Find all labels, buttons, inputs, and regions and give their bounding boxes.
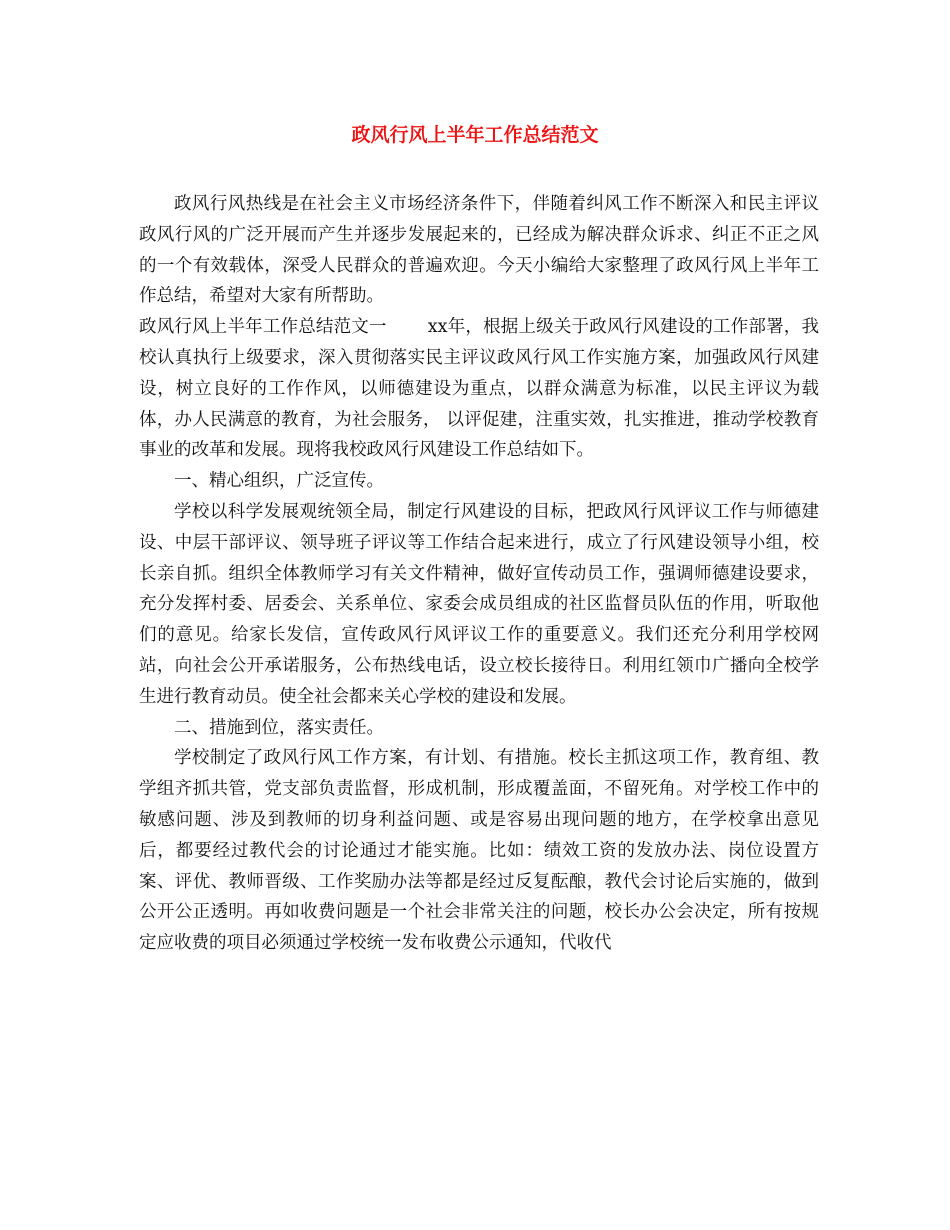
section-heading-2: 二、措施到位，落实责任。 <box>174 717 384 738</box>
document-body <box>139 189 819 959</box>
section-1-paragraph: 学校以科学发展观统领全局，制定行风建设的目标，把政风行风评议工作与师德建设、中层干部评议、领导班子评议等工作结合起来进行，成立了行风建设领导小组，校长亲自抓。组织全体教师学习有关文件精神，做好宣传动员工作，强调师德建设要求，充分发挥村委、居委会、关系单位、家委会成员组成的社区监督员队伍的作用，听取他们的意见。给家长发信，宣传政风行风评议工作的重要意义。我们还充分利用学校网站，向社会公开承诺服务，公布热线电话，设立校长接待日。利用红领巾广播向全校学生进行教育动员。使全社会都来关心学校的建设和发展。 <box>139 501 819 707</box>
section-2-paragraph: 学校制定了政风行风工作方案，有计划、有措施。校长主抓这项工作，教育组、教学组齐抓共管，党支部负责监督，形成机制，形成覆盖面，不留死角。对学校工作中的敏感问题、涉及到教师的切身利益问题、或是容易出现问题的地方，在学校拿出意见后，都要经过教代会的讨论通过才能实施。比如：绩效工资的发放办法、岗位设置方案、评优、教师晋级、工作奖励办法等都是经过反复酝酿，教代会讨论后实施的，做到公开公正透明。再如收费问题是一个社会非常关注的问题，校长办公会决定，所有按规定应收费的项目必须通过学校统一发布收费公示通知，代收代 <box>139 748 819 954</box>
summary-intro-paragraph: 政风行风上半年工作总结范文一 xx年，根据上级关于政风行风建设的工作部署，我校认真执行上级要求，深入贯彻落实民主评议政风行风工作实施方案，加强政风行风建设，树立良好的工作作风，以师德建设为重点，以群众满意为标准，以民主评议为载体，办人民满意的教育，为社会服务， 以评促建，注重实效，扎实推进，推动学校教育事业的改革和发展。现将我校政风行风建设工作总结如下。 <box>139 317 819 461</box>
section-heading-1: 一、精心组织，广泛宣传。 <box>174 471 384 492</box>
document-title: 政风行风上半年工作总结范文 <box>351 124 599 146</box>
intro-paragraph: 政风行风热线是在社会主义市场经济条件下，伴随着纠风工作不断深入和民主评议政风行风的广泛开展而产生并逐步发展起来的，已经成为解决群众诉求、纠正不正之风的一个有效载体，深受人民群众的普遍欢迎。今天小编给大家整理了政风行风上半年工作总结，希望对大家有所帮助。 <box>139 194 819 307</box>
